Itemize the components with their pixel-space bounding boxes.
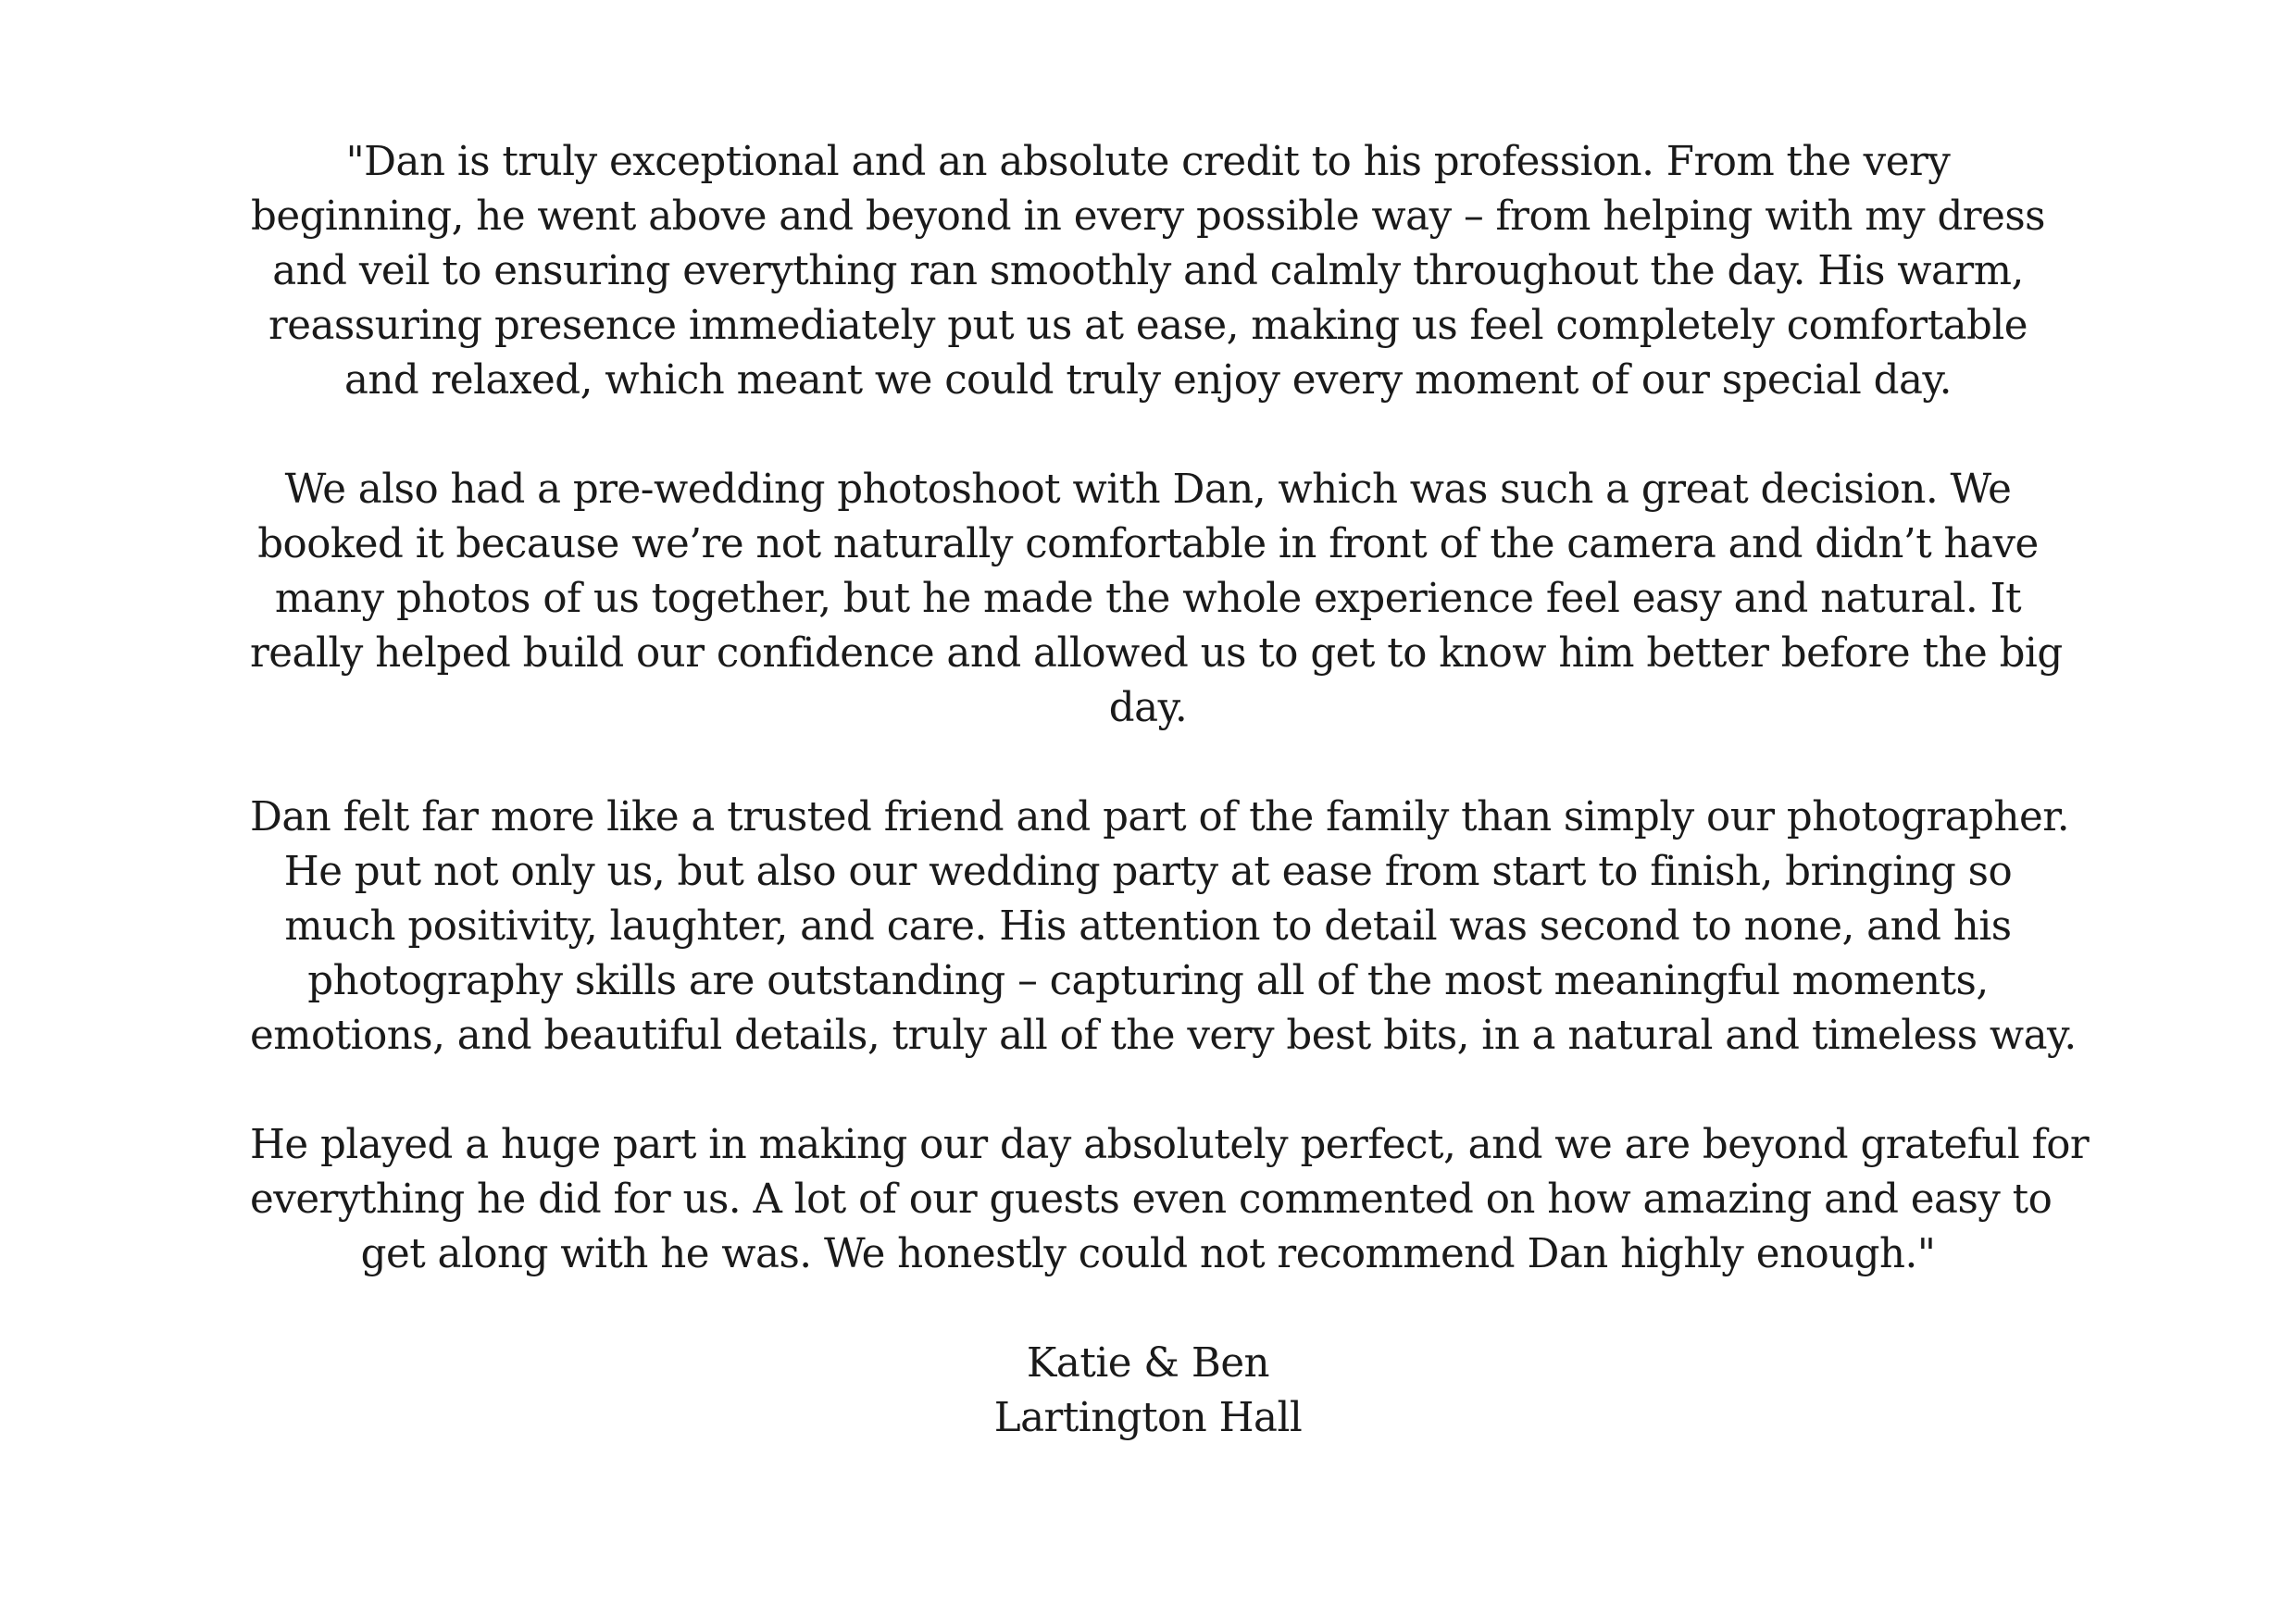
text-line: emotions, and beautiful details, truly all of the very best bits, in a natural and timeless way. (250, 1013, 2077, 1059)
text-line: beginning, he went above and beyond in every possible way – from helping with my dress (251, 193, 2045, 240)
testimonial-paragraph-1 (250, 135, 2046, 408)
text-line: everything he did for us. A lot of our guests even commented on how amazing and easy to (250, 1176, 2053, 1223)
text-line: many photos of us together, but he made the whole experience feel easy and natural. It (274, 576, 2022, 622)
text-line: much positivity, laughter, and care. His attention to detail was second to none, and his (284, 903, 2012, 950)
signature (250, 1337, 2046, 1446)
text-line: reassuring presence immediately put us at ease, making us feel completely comfortable (268, 303, 2028, 349)
testimonial-paragraph-3 (250, 790, 2077, 1064)
text-line: We also had a pre-wedding photoshoot with Dan, which was such a great decision. We (284, 467, 2012, 513)
text-line: get along with he was. We honestly could not recommend Dan highly enough." (360, 1231, 1936, 1277)
text-line: photography skills are outstanding – capturing all of the most meaningful moments, (307, 958, 1989, 1004)
text-line: booked it because we’re not naturally comfortable in front of the camera and didn’t have (257, 521, 2039, 567)
text-line: and veil to ensuring everything ran smoothly and calmly throughout the day. His warm, (272, 248, 2024, 294)
signature-venue: Lartington Hall (993, 1395, 1303, 1441)
text-line: He played a huge part in making our day absolutely perfect, and we are beyond grateful for (250, 1122, 2090, 1168)
text-line: day. (1108, 685, 1188, 731)
text-line: and relaxed, which meant we could truly enjoy every moment of our special day. (343, 357, 1953, 404)
testimonial-paragraph-2 (250, 463, 2063, 736)
text-line: really helped build our confidence and allowed us to get to know him better before the big (250, 630, 2063, 677)
text-line: He put not only us, but also our wedding party at ease from start to finish, bringing so (283, 849, 2013, 895)
testimonial-paragraph-4 (250, 1118, 2090, 1282)
testimonial-block (250, 135, 2090, 1446)
text-line: Dan felt far more like a trusted friend and part of the family than simply our photographer. (250, 794, 2070, 840)
signature-names: Katie & Ben (1026, 1340, 1270, 1387)
text-line: "Dan is truly exceptional and an absolute credit to his profession. From the very (345, 139, 1951, 185)
